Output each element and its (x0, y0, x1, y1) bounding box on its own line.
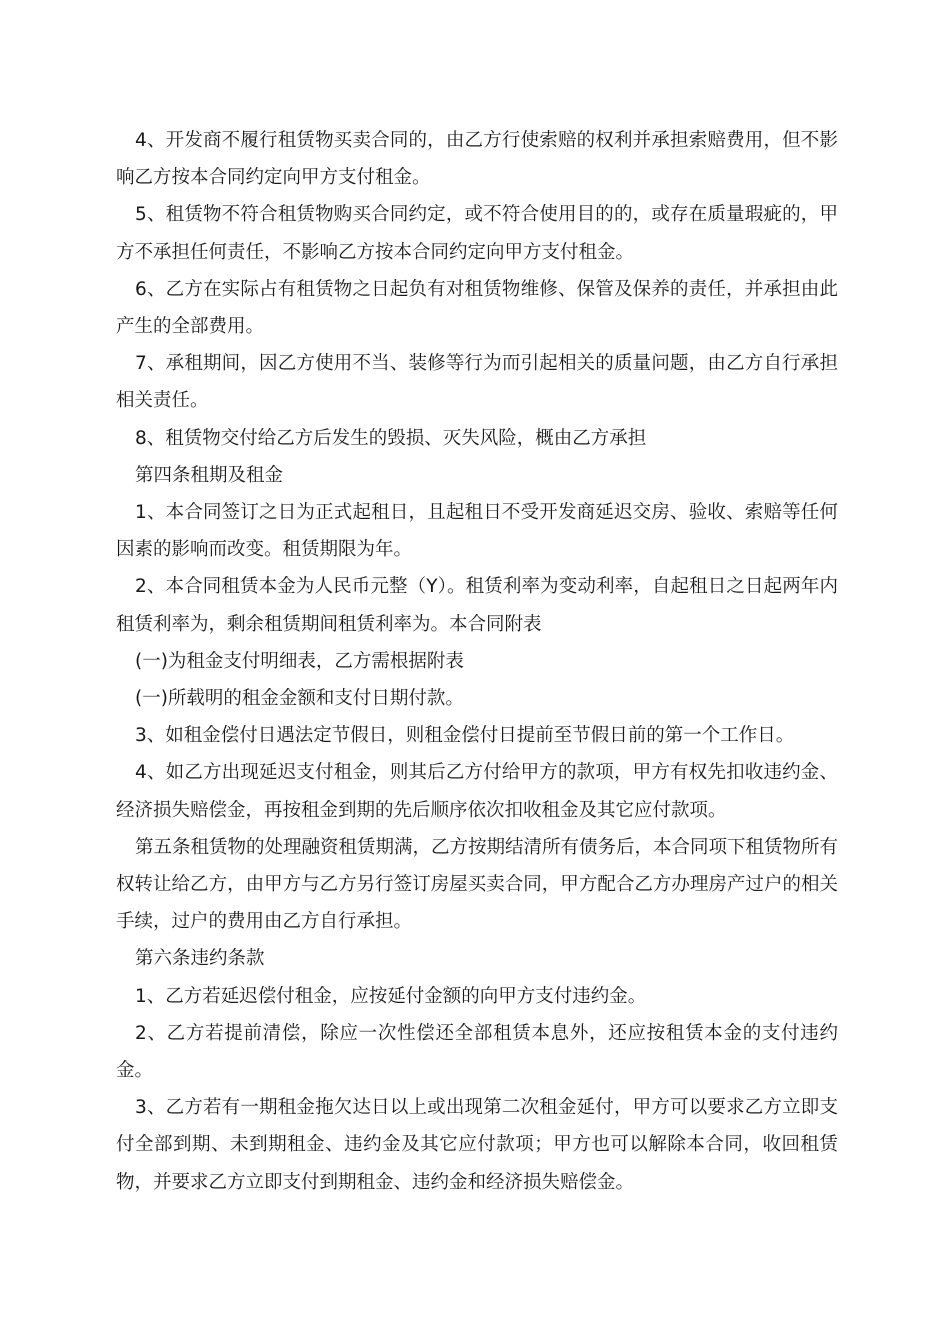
heading-article-6: 第六条违约条款 (135, 948, 265, 970)
paragraph-article-6-item-1: 1、乙方若延迟偿付租金，应按延付金额的向甲方支付违约金。 (135, 985, 647, 1007)
paragraph-clause-4-developer-default: 4、开发商不履行租赁物买卖合同的，由乙方行使索赔的权利并承担索赔费用，但不影响乙方按本合同约定向甲方支付租金。 (116, 130, 838, 189)
paragraph-clause-5-nonconformity: 5、租赁物不符合租赁物购买合同约定，或不符合使用目的的，或存在质量瑕疵的，甲方不承担任何责任，不影响乙方按本合同约定向甲方支付租金。 (116, 204, 838, 263)
paragraph-article-6-item-3: 3、乙方若有一期租金拖欠达日以上或出现第二次租金延付，甲方可以要求乙方立即支付全部到期、未到期租金、违约金及其它应付款项；甲方也可以解除本合同，收回租赁物，并要求乙方立即支付到期租金、违约金和经济损失赔偿金。 (116, 1097, 838, 1193)
paragraph-article-4-item-3: 3、如租金偿付日遇法定节假日，则租金偿付日提前至节假日前的第一个工作日。 (135, 725, 795, 747)
paragraph-article-4-item-2: 2、本合同租赁本金为人民币元整（Y）。租赁利率为变动利率，自起租日之日起两年内租赁利率为，剩余租赁期间租赁利率为。本合同附表 (116, 576, 838, 635)
heading-article-4: 第四条租期及租金 (135, 464, 284, 486)
document-body (116, 122, 838, 1201)
paragraph-article-4-item-1: 1、本合同签订之日为正式起租日，且起租日不受开发商延迟交房、验收、索赔等任何因素的影响而改变。租赁期限为年。 (116, 502, 838, 561)
paragraph-clause-7-misuse: 7、承租期间，因乙方使用不当、装修等行为而引起相关的质量问题，由乙方自行承担相关责任。 (116, 353, 838, 412)
paragraph-schedule-note-2: (一)所载明的租金金额和支付日期付款。 (135, 688, 464, 710)
paragraph-article-4-item-4: 4、如乙方出现延迟支付租金，则其后乙方付给甲方的款项，甲方有权先扣收违约金、经济损失赔偿金，再按租金到期的先后顺序依次扣收租金及其它应付款项。 (116, 762, 838, 821)
paragraph-clause-6-maintenance: 6、乙方在实际占有租赁物之日起负有对租赁物维修、保管及保养的责任，并承担由此产生的全部费用。 (116, 278, 838, 338)
paragraph-article-5: 第五条租赁物的处理融资租赁期满，乙方按期结清所有债务后，本合同项下租赁物所有权转让给乙方，由甲方与乙方另行签订房屋买卖合同，甲方配合乙方办理房产过户的相关手续，过户的费用由乙方自行承担。 (116, 836, 839, 933)
paragraph-schedule-note-1: (一)为租金支付明细表，乙方需根据附表 (135, 650, 464, 672)
paragraph-clause-8-risk: 8、租赁物交付给乙方后发生的毁损、灭失风险，概由乙方承担 (135, 427, 647, 449)
paragraph-article-6-item-2: 2、乙方若提前清偿，除应一次性偿还全部租赁本息外，还应按租赁本金的支付违约金。 (116, 1022, 838, 1082)
